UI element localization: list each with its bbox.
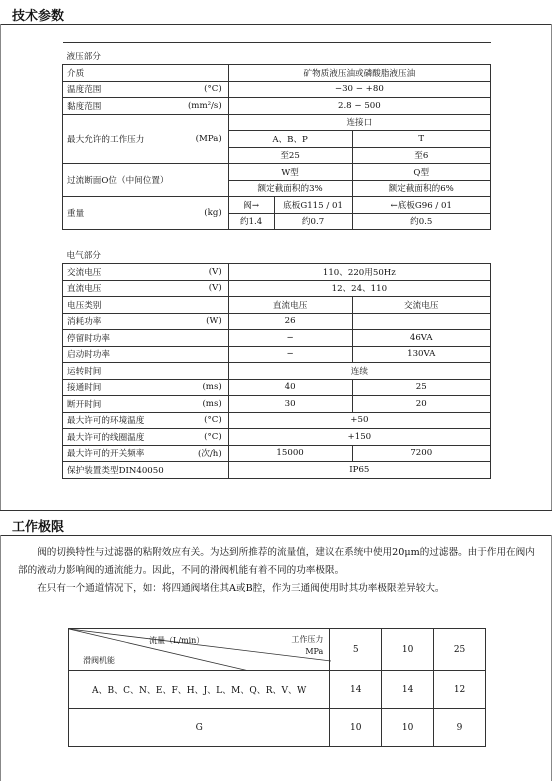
limits-paragraph-1: 阀的切换特性与过滤器的粘附效应有关。为达到所推荐的流量值，建议在系统中使用20μm的过滤器。由于作用在阀内部的液动力影响阀的通流能力。因此，不同的滑阀机能有着不同的功率极限。	[18, 547, 535, 576]
hold-power-label: 停留时功率	[63, 330, 229, 347]
voltage-type-dc: 直流电压	[228, 297, 352, 314]
temp-value: −30 − +80	[228, 81, 490, 98]
duty-label: 运转时间	[63, 363, 229, 380]
dc-voltage-unit: (V)	[180, 280, 228, 297]
header-pressure: 工作压力	[291, 635, 324, 644]
weight-h1: 阀→	[228, 197, 274, 214]
port-t: T	[352, 131, 491, 148]
weight-v3: 约0.5	[352, 213, 491, 230]
voltage-type-ac: 交流电压	[352, 297, 491, 314]
limit-value: 9	[434, 709, 486, 747]
limit-value: 10	[382, 709, 434, 747]
pressure-col-3: 25	[434, 629, 486, 671]
protection-label: 保护装置类型DIN40050	[63, 462, 229, 479]
header-flow: 流量（L/min）	[149, 636, 205, 645]
medium-label: 介质	[63, 65, 229, 82]
pressure-unit: (MPa)	[180, 114, 228, 164]
header-mpa: MPa	[305, 647, 324, 656]
protection-value: IP65	[228, 462, 490, 479]
coil-unit: (°C)	[180, 429, 228, 446]
limit-value: 10	[330, 709, 382, 747]
electric-title: 电气部分	[63, 230, 491, 264]
switching-label: 最大许可的开关频率	[63, 445, 181, 462]
spec-table	[62, 42, 491, 479]
pressure-label: 最大允许的工作压力	[63, 114, 181, 164]
off-time-ac: 20	[352, 396, 491, 413]
switching-dc: 15000	[228, 445, 352, 462]
switching-ac: 7200	[352, 445, 491, 462]
off-time-dc: 30	[228, 396, 352, 413]
port-header: 连接口	[228, 114, 490, 131]
flow-w-value: 额定截面积的3%	[228, 180, 352, 197]
coil-value: +150	[228, 429, 490, 446]
power-unit: (W)	[180, 313, 228, 330]
temp-label: 温度范围	[63, 81, 181, 98]
coil-label: 最大许可的线圈温度	[63, 429, 181, 446]
ac-voltage-label: 交流电压	[63, 264, 181, 281]
hold-power-ac: 46VA	[352, 330, 491, 347]
pressure-col-2: 10	[382, 629, 434, 671]
start-power-dc: −	[228, 346, 352, 363]
weight-unit: (kg)	[180, 197, 228, 230]
limits-paragraph-2: 在只有一个通道情况下，如：将四通阀堵住其A或B腔，作为三通阀使用时其功率极限差异较大。	[37, 583, 445, 594]
ambient-value: +50	[228, 412, 490, 429]
switching-unit: (次/h)	[180, 445, 228, 462]
off-time-label: 断开时间	[63, 396, 181, 413]
power-label: 消耗功率	[63, 313, 181, 330]
ambient-label: 最大许可的环境温度	[63, 412, 181, 429]
power-dc: 26	[228, 313, 352, 330]
flow-w-type: W型	[228, 164, 352, 181]
visc-label: 黏度范围	[63, 98, 181, 115]
limit-value: 12	[434, 671, 486, 709]
function-row-2: G	[69, 709, 330, 747]
limit-value: 14	[382, 671, 434, 709]
on-time-dc: 40	[228, 379, 352, 396]
flow-q-value: 额定截面积的6%	[352, 180, 491, 197]
ac-voltage-unit: (V)	[180, 264, 228, 281]
pressure-a-value: 至25	[228, 147, 352, 164]
limit-value: 14	[330, 671, 382, 709]
start-power-ac: 130VA	[352, 346, 491, 363]
dc-voltage-value: 12、24、110	[228, 280, 490, 297]
power-ac	[352, 313, 491, 330]
duty-value: 连续	[228, 363, 490, 380]
pressure-t-value: 至6	[352, 147, 491, 164]
hydraulic-title: 液压部分	[63, 43, 491, 65]
weight-label: 重量	[63, 197, 181, 230]
limits-table	[68, 628, 486, 747]
start-power-label: 启动时功率	[63, 346, 229, 363]
flow-label: 过流断面O位（中间位置）	[63, 164, 229, 197]
function-row-1: A、B、C、N、E、F、H、J、L、M、Q、R、V、W	[69, 671, 330, 709]
on-time-ac: 25	[352, 379, 491, 396]
ambient-unit: (°C)	[180, 412, 228, 429]
off-time-unit: (ms)	[180, 396, 228, 413]
pressure-col-1: 5	[330, 629, 382, 671]
weight-h3: ←底板G96 / 01	[352, 197, 491, 214]
weight-v2: 约0.7	[274, 213, 352, 230]
weight-h2: 底板G115 / 01	[274, 197, 352, 214]
medium-value: 矿物质液压油或磷酸脂液压油	[228, 65, 490, 82]
ac-voltage-value: 110、220用50Hz	[228, 264, 490, 281]
section-title-limits: 工作极限	[12, 520, 65, 535]
on-time-unit: (ms)	[180, 379, 228, 396]
on-time-label: 接通时间	[63, 379, 181, 396]
weight-v1: 约1.4	[228, 213, 274, 230]
limits-text	[18, 544, 540, 598]
visc-value: 2.8 − 500	[228, 98, 490, 115]
section-title-tech: 技术参数	[12, 9, 65, 24]
visc-unit: (mm²/s)	[180, 98, 228, 115]
voltage-type-label: 电压类别	[63, 297, 229, 314]
dc-voltage-label: 直流电压	[63, 280, 181, 297]
limits-header-cell	[69, 629, 330, 671]
hold-power-dc: −	[228, 330, 352, 347]
temp-unit: (°C)	[180, 81, 228, 98]
port-a: A、B、P	[228, 131, 352, 148]
flow-q-type: Q型	[352, 164, 491, 181]
section-rule	[0, 510, 552, 511]
header-function: 滑阀机能	[83, 656, 115, 665]
